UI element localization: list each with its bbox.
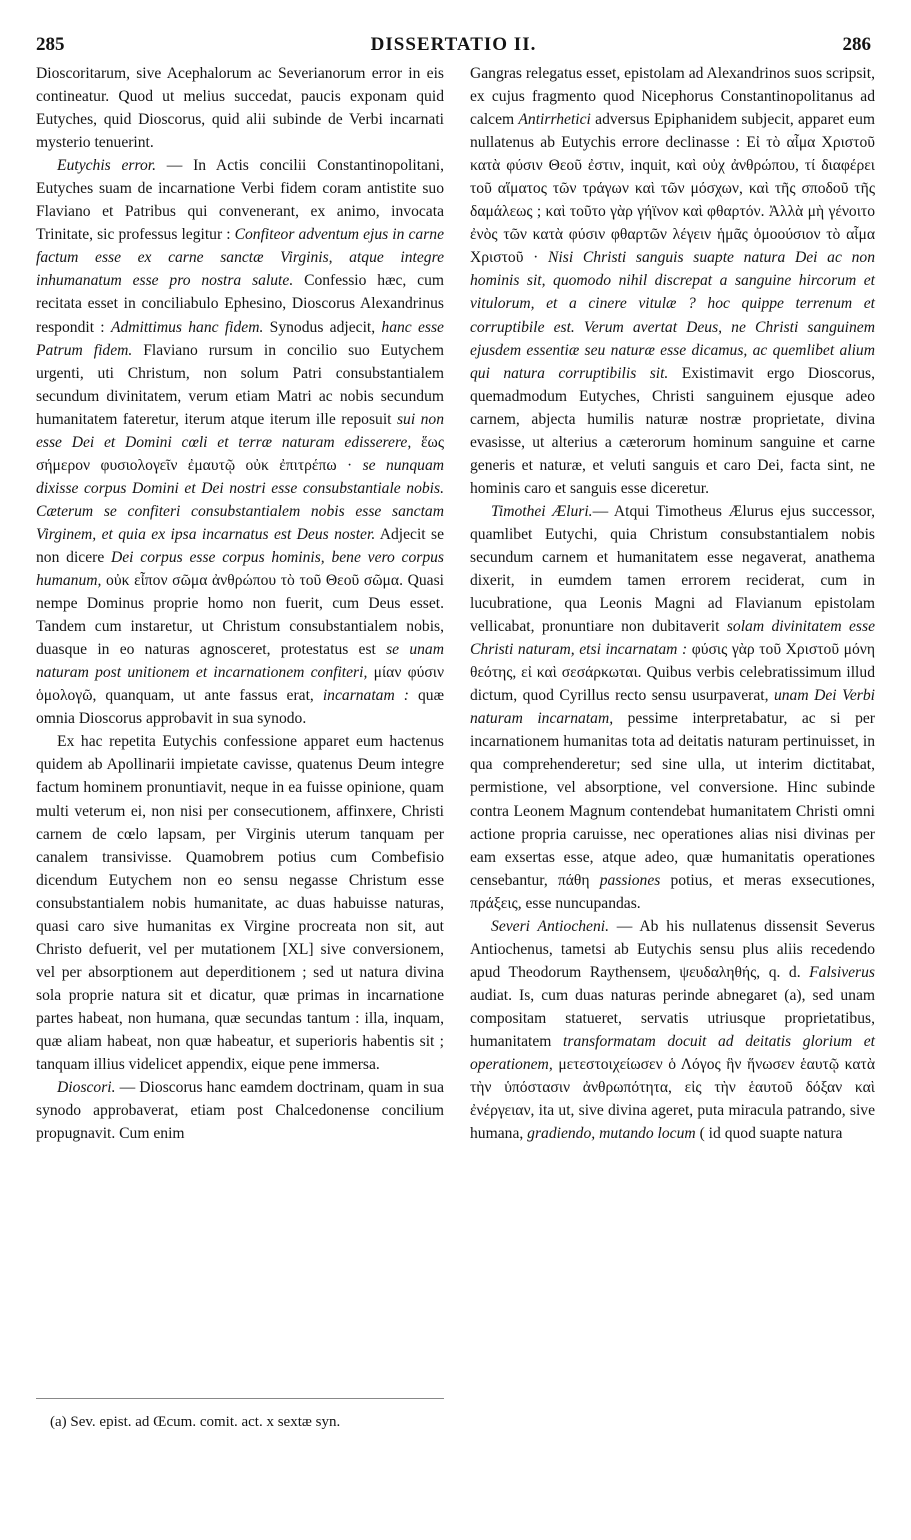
left-column <box>36 62 444 1145</box>
paragraph-severi-antiocheni: Severi Antiocheni. — Ab his nullatenus dissensit Severus Antiochenus, tametsi ab Eutychis sensu plus aliis recedendo apud Theodorum Raythensem, ψευδαληθής, q. d. Falsiverus audiat. Is, cum duas naturas perinde abnegaret (a), sed unam compositam statueret, servatis utriusque proprietatibus, humanitatem transformatam docuit ad deitatis glorium et operationem, μετεστοιχείωσεν ὁ Λόγος ἣν ἥνωσεν ἑαυτῷ κατὰ τὴν ὑπόστασιν ἀνθρωπότητα, εἰς τὴν ἑαυτοῦ δόξαν καὶ ἐνέργειαν, ita ut, sive divina ageret, puta miracula patrando, sive humana, gradiendo, mutando locum ( id quod suapte natura <box>470 917 876 1143</box>
footnote-separator <box>36 1398 444 1399</box>
paragraph-eutychis-confession: Ex hac repetita Eutychis confessione apparet eum hactenus quidem ab Apollinarii impietate cavisse, quatenus Deum integre factum hominem pronuntiavit, neque in ea fuisse opinione, quam multi veterum ei, non nisi per consecutionem, affinxere, Christi carnem de cœlo lapsam, per Virginis uterum tanquam per canalem transivisse. Quamobrem potius cum Combefisio dicendum Eutychem non eo sensu negasse Christum esse consubstantialem nobis humanitate, ac duas habuisse naturas, quasi caro sive humanitas ex Virgine procreata non sit, aut Christo defuerit, vel per mutationem [XL] sive conversionem, vel per absorptionem aut deperditionem ; sed ut natura divina sola proprie natura sit et dicatur, quæ primas in incarnatione partes habeat, non humana, quæ secundas tantum : illa, inquam, quæ aliam habeat, non quæ habeatur, et superioris habentis sit ; tanquam illius videlicet appendix, eique pene immersa. <box>36 733 444 1074</box>
section-heading-eutychis: Eutychis error. <box>57 157 156 175</box>
paragraph-dioscori-continued: Gangras relegatus esset, epistolam ad Alexandrinos suos scripsit, ex cujus fragmento quod Nicephorus Constantinopolitanus ad calcem Antirrhetici adversus Epiphanidem subjecit, apparet eum nullatenus ab Eutychis errore declinasse : Εἰ τὸ αἷμα Χριστοῦ κατὰ φύσιν Θεοῦ ἐστιν, inquit, καὶ οὐχ ἀνθρώπου, τί διαφέρει τοῦ αἵματος τῶν τράγων καὶ τῶν μόσχων, καὶ τῆς σποδοῦ τῆς δαμάλεως ; καὶ τοῦτο γὰρ γήϊνον καὶ φθαρτόν. Ἀλλὰ μὴ γένοιτο ἐνὸς τῶν κατὰ φύσιν φθαρτῶν λέγειν ἡμᾶς ὁμοούσιον τὸ αἷμα Χριστοῦ · Nisi Christi sanguis suapte natura Dei ac non hominis sit, quomodo nihil discrepat a sanguine hircorum et vitulorum, et a cinere vitulæ ? hoc quippe terrenum et corruptibile est. Verum avertat Deus, ne Christi sanguinem ejusdem essentiæ seu naturæ esse dicamus, ac quemlibet alium qui natura corruptibilis sit. Existimavit ergo Dioscorus, quemadmodum Eutyches, Christi sanguinem ejusque adeo carnem, abjecta humilis naturæ nostræ proprietate, divina evasisse, ut alterius a cæterorum hominum sanguine et carne generis et naturæ, et veluti sanguis et caro Dei, facta sint, ne hominis caro et sanguis esse diceretur. <box>470 65 875 497</box>
running-header <box>36 34 871 58</box>
page-number-left: 285 <box>36 34 65 55</box>
page-number-right: 286 <box>842 34 871 55</box>
section-heading-severi: Severi Antiocheni. <box>491 917 609 935</box>
footnote: (a) Sev. epist. ad Œcum. comit. act. x sextæ syn. <box>50 1414 341 1430</box>
paragraph-timothei-aeluri: Timothei Æluri.— Atqui Timotheus Ælurus ejus successor, quamlibet Eutychi, quia Christum consubstantialem nobis secundum carnem et humanitatem esse negaverat, anathema dixerit, in eumdem tamen errorem reciderat, cum in lucubratione, qua Leonis Magni ad Flavianum epistolam vellicabat, pronuntiare non dubitaverit solam divinitatem esse Christi naturam, etsi incarnatam : φύσις γὰρ τοῦ Χριστοῦ μόνη θεότης, εἰ καὶ σεσάρκωται. Quibus verbis celebratissimum illud dictum, quod Cyrillus recto sensu usurpaverat, unam Dei Verbi naturam incarnatam, pessime interpretabatur, ac si per incarnationem humanitas tota ad deitatis naturam pertinuisset, in qua comprehenderetur; sed sine ulla, ut interim dictitabat, permistione, vel absorptione, vel conversione. Hinc subinde contra Leonem Magnum contendebat humanitatem Christi omni actione propria caruisse, nec operationes alias nisi divinas per eam exsertas esse, atque adeo, quæ humanitatis operationes censebantur, πάθη passiones potius, et meras exsecutiones, πράξεις, esse nuncupandas. <box>470 502 875 912</box>
section-heading-dioscori: Dioscori. <box>57 1079 116 1097</box>
running-title: DISSERTATIO II. <box>370 34 537 55</box>
paragraph-eutychis-error: Eutychis error. — In Actis concilii Constantinopolitani, Eutyches suam de incarnatione Verbi fidem coram antistite suo Flaviano et Patribus qui convenerant, ex animo, invocata Trinitate, sic professus legitur : Confiteor adventum ejus in carne factum esse ex carne sanctæ Virginis, atque integre inhumanatum esse pro nostra salute. Confessio hæc, cum recitata esset in conciliabulo Ephesino, Dioscorus Alexandrinus respondit : Admittimus hanc fidem. Synodus adjecit, hanc esse Patrum fidem. Flaviano rursum in concilio suo Eutychem urgenti, uti Christum, non solum Patri consubstantialem secundum divinitatem, verum etiam Matri ac nobis secundum humanitatem fateretur, iterum atque iterum ille reposuit sui non esse Dei et Domini cœli et terræ naturam edisserere, ἕως σήμερον φυσιολογεῖν ἐμαυτῷ οὐκ ἐπιτρέπω · se nunquam dixisse corpus Domini et Dei nostri esse consubstantiale nobis. Cæterum se confiteri consubstantialem nobis esse sanctam Virginem, et quia ex ipsa incarnatus est Deus noster. Adjecit se non dicere Dei corpus esse corpus hominis, bene vero corpus humanum, οὐκ εἶπον σῶμα ἀνθρώπου τὸ τοῦ Θεοῦ σῶμα. Quasi nempe Dominus proprie homo non fuerit, cum Deus esset. Tandem cum instaretur, ut Christum consubstantialem nobis, duasque in eo naturas agnosceret, protestatus est se unam naturam post unitionem et incarnationem confiteri, μίαν φύσιν ὁμολογῶ, quanquam, ut ante fassus erat, incarnatam : quæ omnia Dioscorus approbavit in sua synodo. <box>36 157 445 728</box>
section-heading-timothei: Timothei Æluri. <box>491 502 593 520</box>
paragraph-intro-continued: Dioscoritarum, sive Acephalorum ac Severianorum error in eis contineatur. Quod ut melius succedat, paucis exponam quid Eutyches, quid Dioscorus, quid alii subinde de Verbi incarnati mysterio tenuerint. <box>36 65 444 152</box>
right-column <box>470 62 875 1145</box>
paragraph-dioscori: Dioscori. — Dioscorus hanc eamdem doctrinam, quam in sua synodo approbaverat, etiam post Chalcedonense concilium propugnavit. Cum enim <box>36 1079 444 1143</box>
